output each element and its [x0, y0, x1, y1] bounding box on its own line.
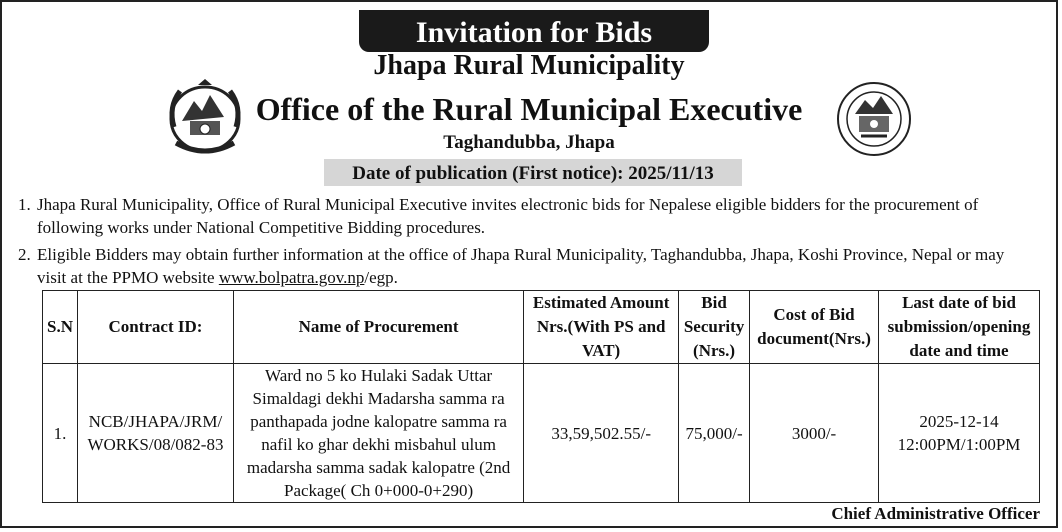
- paragraph-text-part: /egp.: [364, 268, 398, 287]
- header-procurement-name: Name of Procurement: [233, 291, 523, 364]
- banner-title: Invitation for Bids: [359, 10, 709, 52]
- office-name: Office of the Rural Municipal Executive: [255, 91, 803, 127]
- deadline-date: 2025-12-14: [919, 412, 999, 431]
- paragraph-number: 2.: [18, 245, 31, 264]
- cell-bid-security: 75,000/-: [679, 364, 750, 503]
- cell-contract-id: NCB/JHAPA/JRM/ WORKS/08/082-83: [77, 364, 233, 503]
- paragraph-1: [18, 193, 1036, 239]
- cell-deadline: [879, 364, 1040, 503]
- cell-procurement-name: Ward no 5 ko Hulaki Sadak Uttar Simaldagi dekhi Madarsha samma ra panthapada jodne kalopatre samma ra nafil ko ghar dekhi misbahul ulum madarsha samma sadak kalopatre (2nd Package( Ch 0+000-0+290): [233, 364, 523, 503]
- header-sn: S.N: [43, 291, 78, 364]
- paragraph-text: [18, 243, 1036, 289]
- paragraph-text-part: Eligible Bidders may obtain further information at the office of Jhapa Rural Municipality, Taghandubba, Jhapa, Koshi Province, Nepal or may visit at the PPMO website: [37, 245, 1005, 287]
- header-bid-security: Bid Security (Nrs.): [679, 291, 750, 364]
- deadline-time: 12:00PM/1:00PM: [897, 435, 1021, 454]
- bids-table: [42, 290, 1040, 503]
- cell-bid-doc-cost: 3000/-: [750, 364, 879, 503]
- paragraph-2: [18, 243, 1036, 289]
- location: Taghandubba, Jhapa: [443, 132, 615, 153]
- header-bid-doc-cost: Cost of Bid document(Nrs.): [750, 291, 879, 364]
- paragraph-text: Jhapa Rural Municipality, Office of Rural Municipal Executive invites electronic bids for Nepalese eligible bidders for the procurement of following works under National Competitive Bidding procedures.: [37, 195, 979, 237]
- header-deadline: Last date of bid submission/opening date and time: [879, 291, 1040, 364]
- table-row: [43, 364, 1040, 503]
- cell-sn: 1.: [43, 364, 78, 503]
- paragraph-number: 1.: [18, 195, 31, 214]
- signature: Chief Administrative Officer: [831, 504, 1040, 523]
- table-header-row: [43, 291, 1040, 364]
- ppmo-website-link[interactable]: www.bolpatra.gov.np: [218, 268, 365, 287]
- publication-date: Date of publication (First notice): 2025/11/13: [324, 159, 742, 186]
- organization-name: Jhapa Rural Municipality: [373, 50, 685, 81]
- header-estimated-amount: Estimated Amount Nrs.(With PS and VAT): [524, 291, 679, 364]
- cell-estimated-amount: 33,59,502.55/-: [524, 364, 679, 503]
- header-contract-id: Contract ID:: [77, 291, 233, 364]
